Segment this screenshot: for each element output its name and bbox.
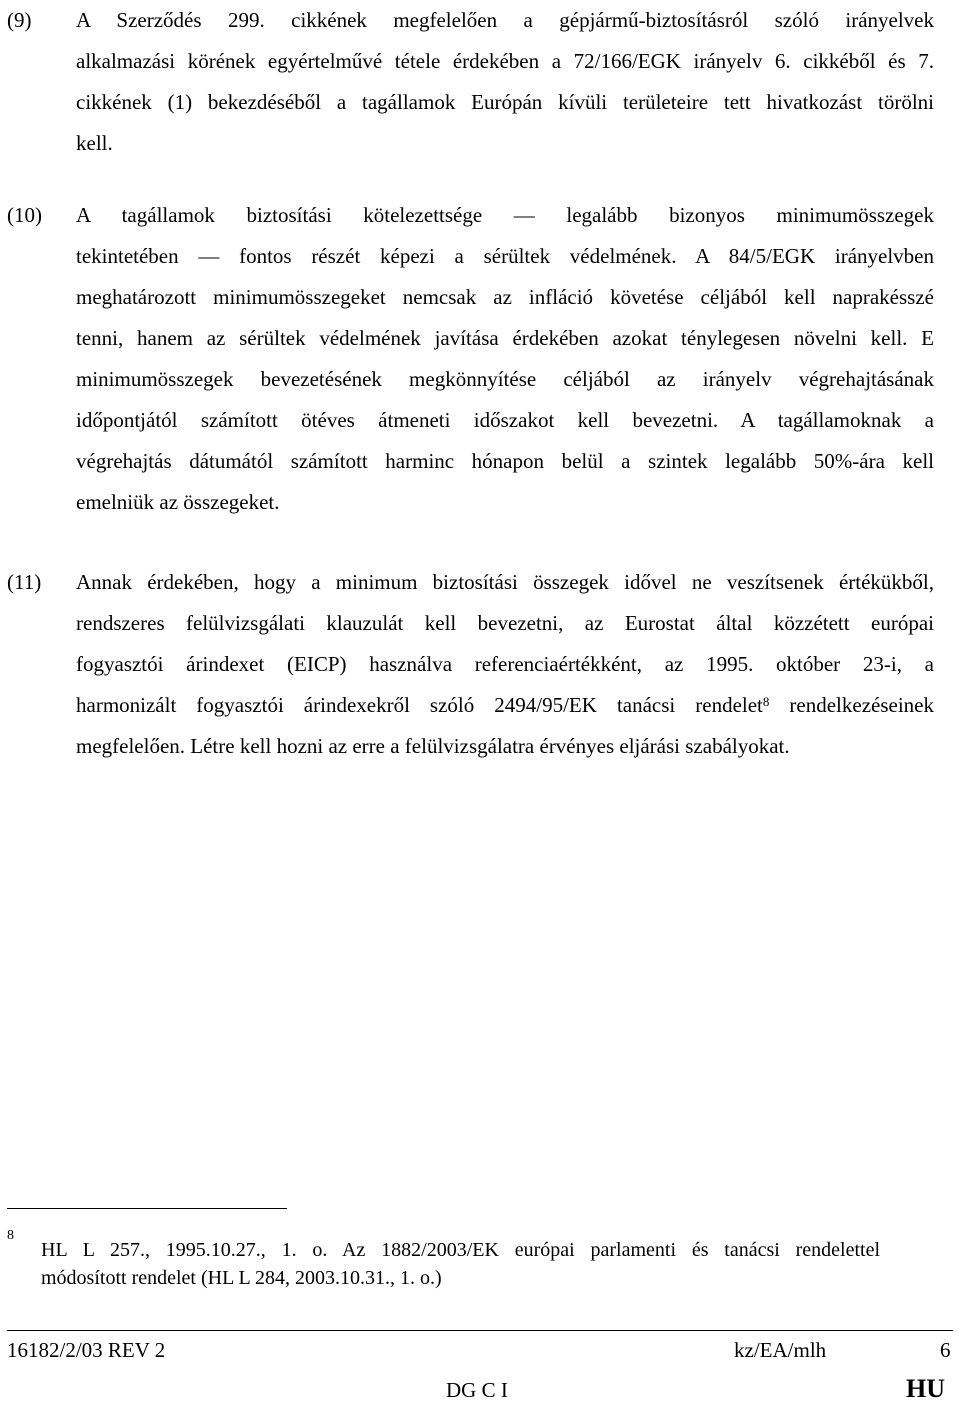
- directorate-general: DG C I: [446, 1378, 508, 1402]
- paragraph-text: [76, 562, 934, 767]
- author-initials: kz/EA/mlh: [734, 1338, 827, 1362]
- text-line: tekintetében — fontos részét képezi a sérültek védelmének. A 84/5/EGK irányelvben: [76, 244, 934, 268]
- text-line: tenni, hanem az sérültek védelmének javítása érdekében azokat ténylegesen növelni kell. E: [76, 326, 934, 350]
- text-line-with-footnote: [76, 685, 934, 726]
- page-number: 6: [940, 1338, 951, 1362]
- text-line: rendszeres felülvizsgálati klauzulát kell bevezetni, az Eurostat által közzétett európai: [76, 611, 934, 635]
- text-line: cikkének (1) bekezdéséből a tagállamok Európán kívüli területeire tett hivatkozást törölni: [76, 90, 934, 114]
- footnote-line: módosított rendelet (HL L 284, 2003.10.31., 1. o.): [41, 1267, 442, 1289]
- footnote-separator: [7, 1208, 287, 1209]
- footer-separator: [7, 1330, 953, 1331]
- footnote-text: [41, 1236, 880, 1292]
- text-segment: harmonizált fogyasztói árindexekről szóló 2494/95/EK tanácsi rendelet: [76, 693, 763, 717]
- paragraph-number: (11): [7, 570, 42, 594]
- text-line: végrehajtás dátumától számított harminc hónapon belül a szintek legalább 50%-ára kell: [76, 449, 934, 473]
- language-code: HU: [906, 1374, 945, 1403]
- text-line: Annak érdekében, hogy a minimum biztosítási összegek idővel ne veszítsenek értékükből,: [76, 570, 934, 594]
- text-line: minimumösszegek bevezetésének megkönnyítése céljából az irányelv végrehajtásának: [76, 367, 934, 391]
- footnote-mark: 8: [7, 1228, 14, 1243]
- document-reference: 16182/2/03 REV 2: [7, 1338, 166, 1362]
- text-line: alkalmazási körének egyértelművé tétele érdekében a 72/166/EGK irányelv 6. cikkéből és 7.: [76, 49, 934, 73]
- paragraph-number: (10): [7, 203, 42, 227]
- paragraph-text: [76, 195, 934, 523]
- text-line: kell.: [76, 131, 113, 155]
- text-line: meghatározott minimumösszegeket nemcsak az infláció követése céljából kell naprakésszé: [76, 285, 934, 309]
- text-line: megfelelően. Létre kell hozni az erre a felülvizsgálatra érvényes eljárási szabályokat.: [76, 734, 790, 758]
- text-line: A Szerződés 299. cikkének megfelelően a gépjármű-biztosításról szóló irányelvek: [76, 8, 934, 32]
- text-line: fogyasztói árindexet (EICP) használva referenciaértékként, az 1995. október 23-i, a: [76, 652, 934, 676]
- paragraph-number: (9): [7, 8, 32, 32]
- footnote-line: HL L 257., 1995.10.27., 1. o. Az 1882/2003/EK európai parlamenti és tanácsi rendelettel: [41, 1239, 880, 1261]
- paragraph-text: [76, 0, 934, 164]
- text-segment: rendelkezéseinek: [769, 693, 934, 717]
- text-line: időpontjától számított ötéves átmeneti időszakot kell bevezetni. A tagállamoknak a: [76, 408, 934, 432]
- text-line: emelniük az összegeket.: [76, 490, 280, 514]
- footnote-reference[interactable]: 8: [762, 694, 770, 709]
- text-line: A tagállamok biztosítási kötelezettsége — legalább bizonyos minimumösszegek: [76, 203, 934, 227]
